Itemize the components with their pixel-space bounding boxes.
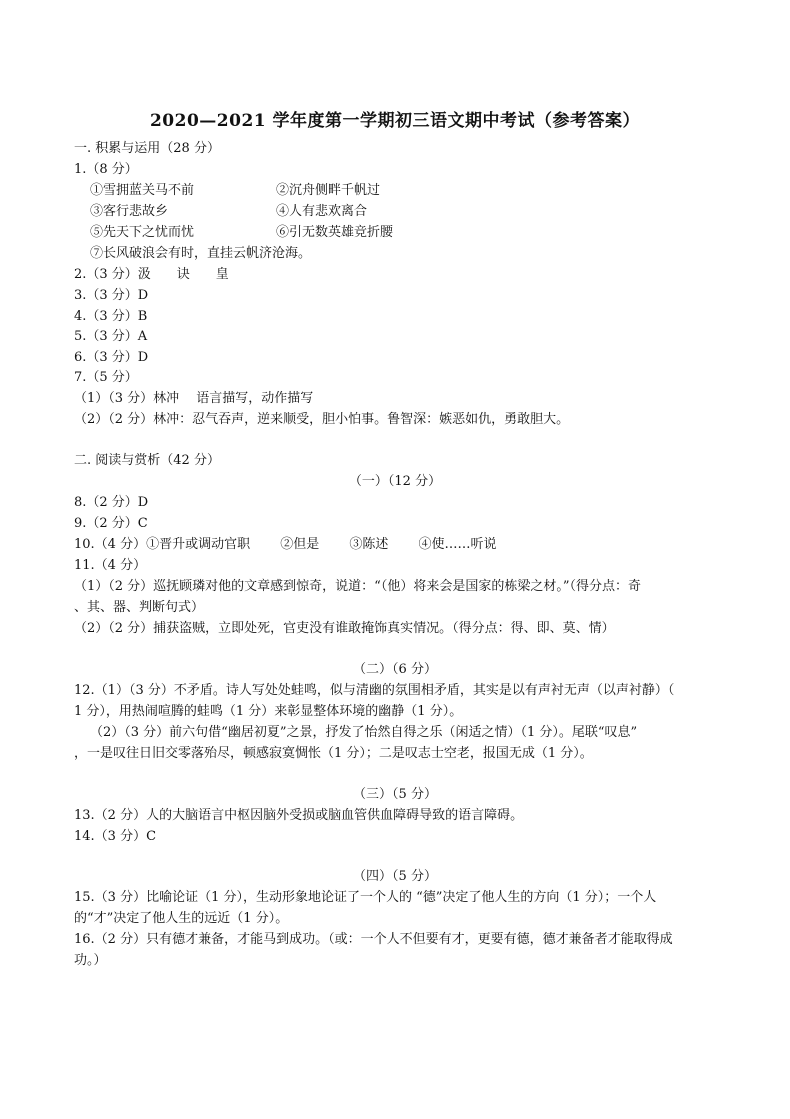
- q10-answer: 10.（4 分）①晋升或调动官职 ②但是 ③陈述 ④使……听说: [74, 537, 497, 552]
- q11-1-answer-line1: （1）（2 分）巡抚顾璘对他的文章感到惊奇，说道：“（他）将来会是国家的栋梁之材。”（得分点：奇: [74, 579, 641, 594]
- q1-item-5: ⑤先天下之忧而忧: [90, 225, 195, 240]
- q4-answer: 4.（3 分）B: [74, 309, 148, 324]
- q1-item-2: ②沉舟侧畔千帆过: [276, 183, 381, 198]
- q1-item-1: ①雪拥蓝关马不前: [90, 183, 195, 198]
- section1-heading: 一. 积累与运用（28 分）: [74, 141, 220, 156]
- q7-2-answer: （2）（2 分）林冲：忍气吞声，逆来顺受，胆小怕事。鲁智深：嫉恶如仇，勇敢胆大。: [74, 412, 570, 427]
- part3-heading: （三）（5 分）: [353, 787, 437, 802]
- q1-label: 1.（8 分）: [74, 162, 138, 177]
- q1-item-4: ④人有悲欢离合: [276, 204, 368, 219]
- q1-item-6: ⑥引无数英雄竞折腰: [276, 225, 394, 240]
- q11-label: 11.（4 分）: [74, 558, 147, 573]
- section2-heading: 二. 阅读与赏析（42 分）: [74, 453, 220, 468]
- q15-answer-line1: 15.（3 分）比喻论证（1 分），生动形象地论证了一个人的 “德”决定了他人生的方向（1 分）；一个人: [74, 890, 657, 905]
- q1-row-2: [90, 203, 368, 221]
- q6-answer: 6.（3 分）D: [74, 350, 149, 365]
- q2-answer: 2.（3 分）汲 诀 皇: [74, 267, 229, 282]
- page-title: 2020—2021 学年度第一学期初三语文期中考试（参考答案）: [149, 111, 641, 131]
- part4-heading: （四）（5 分）: [353, 869, 437, 884]
- q7-1-answer: （1）（3 分）林冲 语言描写，动作描写: [74, 391, 314, 406]
- q1-item-7: ⑦长风破浪会有时，直挂云帆济沧海。: [90, 246, 312, 261]
- q14-answer: 14.（3 分）C: [74, 829, 157, 844]
- q12-1-answer-line2: 1 分），用热闹喧腾的蛙鸣（1 分）来彰显整体环境的幽静（1 分）。: [74, 704, 463, 719]
- q7-label: 7.（5 分）: [74, 370, 138, 385]
- q13-answer: 13.（2 分）人的大脑语言中枢因脑外受损或脑血管供血障碍导致的语言障碍。: [74, 808, 524, 823]
- part2-heading: （二）（6 分）: [353, 662, 437, 677]
- q5-answer: 5.（3 分）A: [74, 329, 148, 344]
- q11-2-answer: （2）（2 分）捕获盗贼，立即处死，官吏没有谁敢掩饰真实情况。（得分点：得、即、莫、情）: [74, 621, 615, 636]
- q16-answer-line2: 功。）: [74, 953, 107, 968]
- q1-item-3: ③客行悲故乡: [90, 204, 169, 219]
- q16-answer-line1: 16.（2 分）只有德才兼备，才能马到成功。（或：一个人不但要有才，更要有德，德才兼备者才能取得成: [74, 932, 673, 947]
- q12-2-answer-line1: （2）（3 分）前六句借“幽居初夏”之景，抒发了怡然自得之乐（闲适之情）（1 分）。尾联“叹息”: [90, 725, 638, 740]
- q1-row-3: [90, 224, 394, 242]
- q8-answer: 8.（2 分）D: [74, 495, 149, 510]
- q12-1-answer-line1: 12.（1）（3 分）不矛盾。诗人写处处蛙鸣，似与清幽的氛围相矛盾，其实是以有声衬无声（以声衬静）（: [74, 683, 675, 698]
- q15-answer-line2: 的“才”决定了他人生的远近（1 分）。: [74, 911, 289, 926]
- q9-answer: 9.（2 分）C: [74, 516, 148, 531]
- q1-row-1: [90, 182, 381, 200]
- q12-2-answer-line2: ，一是叹往日旧交零落殆尽，顿感寂寞惆怅（1 分）；二是叹志士空老，报国无成（1 分）。: [74, 746, 593, 761]
- q3-answer: 3.（3 分）D: [74, 288, 149, 303]
- part1-heading: （一）（12 分）: [348, 474, 442, 489]
- q11-1-answer-line2: 、其、器、判断句式）: [74, 600, 205, 615]
